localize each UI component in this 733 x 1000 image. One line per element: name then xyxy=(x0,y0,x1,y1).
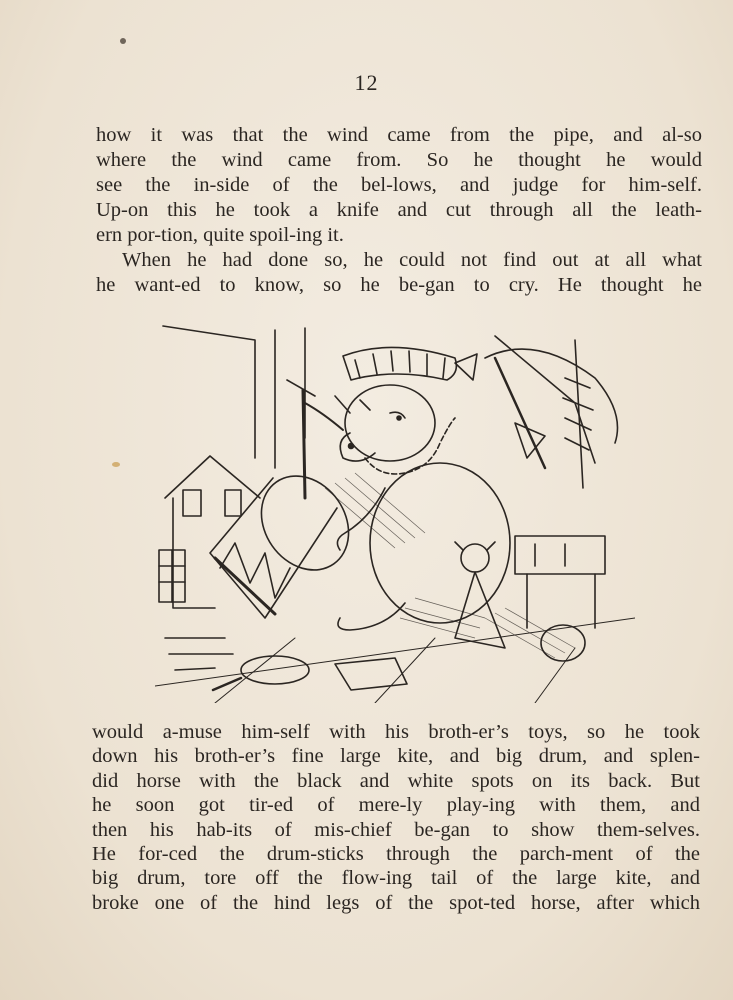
text-line: big drum, tore off the flow-ing tail of the large kite, and xyxy=(92,867,700,890)
text-line: he soon got tir-ed of mere-ly play-ing with them, and xyxy=(92,794,700,817)
text-line: how it was that the wind came from the pipe, and al-so xyxy=(96,124,702,146)
text-line: he want-ed to know, so he be-gan to cry. He thought he xyxy=(96,274,702,296)
text-line: Up-on this he took a knife and cut through all the leath- xyxy=(96,199,702,221)
text-line: He for-ced the drum-sticks through the parch-ment of the xyxy=(92,843,700,866)
text-line: ern por-tion, quite spoil-ing it. xyxy=(96,224,344,246)
pig-with-drum-illustration xyxy=(155,318,635,703)
page-number: 12 xyxy=(354,70,379,95)
text-line: see the in-side of the bel-lows, and judge for him-self. xyxy=(96,174,702,196)
paper-blemish xyxy=(112,462,120,467)
text-line: would a-muse him-self with his broth-er’s toys, so he took xyxy=(92,721,700,743)
text-line: When he had done so, he could not find out at all what xyxy=(122,249,702,271)
text-line: broke one of the hind legs of the spot-ted horse, after which xyxy=(92,891,700,914)
text-line: down his broth-er’s fine large kite, and big drum, and splen- xyxy=(92,745,700,768)
text-line: did horse with the black and white spots on its back. But xyxy=(92,769,700,792)
text-line: then his hab-its of mis-chief be-gan to show them-selves. xyxy=(92,818,700,841)
text-line: where the wind came from. So he thought he would xyxy=(96,149,702,171)
top-paragraph xyxy=(96,123,702,298)
paper-blemish xyxy=(120,38,126,44)
bottom-paragraph xyxy=(92,720,700,915)
